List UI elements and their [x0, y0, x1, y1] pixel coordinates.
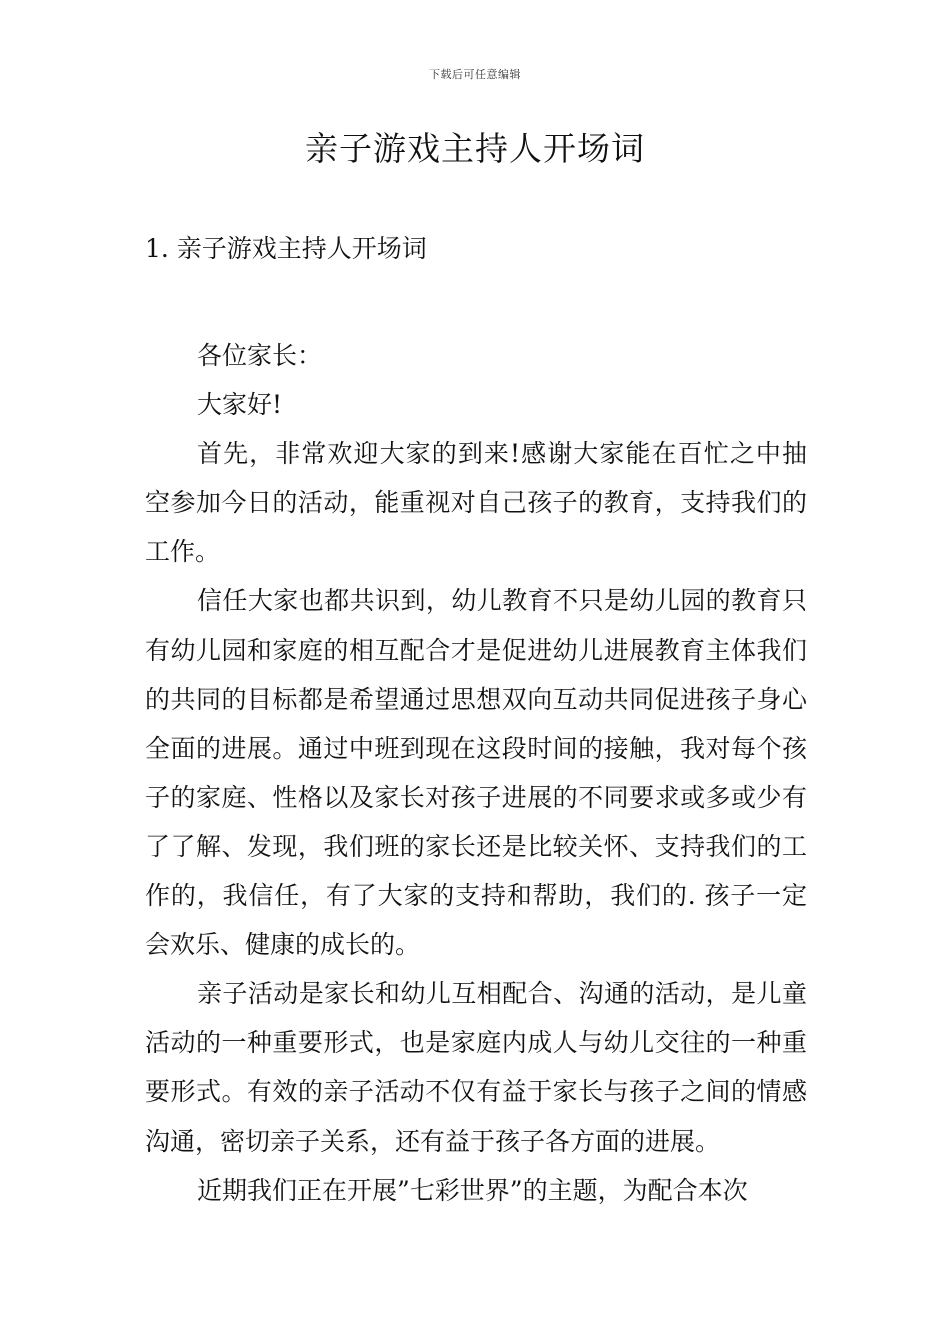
paragraph-welcome: 首先，非常欢迎大家的到来!感谢大家能在百忙之中抽空参加今日的活动，能重视对自己孩子的教育，支持我们的工作。	[145, 439, 807, 567]
document-title: 亲子游戏主持人开场词	[305, 129, 645, 168]
header-note: 下载后可任意编辑	[429, 68, 521, 81]
paragraph-greeting: 各位家长：	[197, 341, 323, 370]
paragraph-parent-child-activity: 亲子活动是家长和幼儿互相配合、沟通的活动，是儿童活动的一种重要形式，也是家庭内成人与幼儿交往的一种重要形式。有效的亲子活动不仅有益于家长与孩子之间的情感沟通，密切亲子关系，还有益于孩子各方面的进展。	[145, 979, 807, 1156]
body-text	[145, 331, 807, 1215]
paragraph-education: 信任大家也都共识到，幼儿教育不只是幼儿园的教育只有幼儿园和家庭的相互配合才是促进幼儿进展教育主体我们的共同的目标都是希望通过思想双向互动共同促进孩子身心全面的进展。通过中班到现在这段时间的接触，我对每个孩子的家庭、性格以及家长对孩子进展的不同要求或多或少有了了解、发现，我们班的家长还是比较关怀、支持我们的工作的，我信任，有了大家的支持和帮助，我们的. 孩子一定会欢乐、健康的成长的。	[145, 586, 807, 960]
paragraph-hello: 大家好!	[197, 390, 283, 420]
section-heading: 1. 亲子游戏主持人开场词	[145, 234, 427, 263]
paragraph-theme: 近期我们正在开展”七彩世界”的主题，为配合本次	[197, 1175, 748, 1205]
